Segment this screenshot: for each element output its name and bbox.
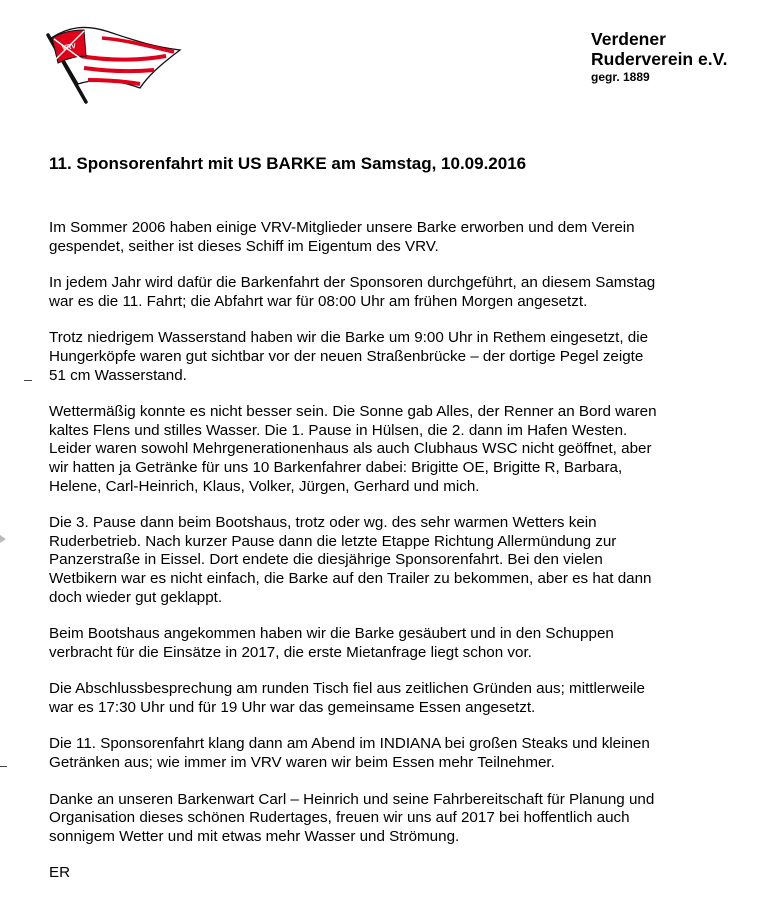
paragraph-line: Wettermäßig konnte es nicht besser sein. Die Sonne gab Alles, der Renner an Bord waren bbox=[49, 403, 657, 421]
paragraph-line: Ruderbetrieb. Nach kurzer Pause dann die letzte Etappe Richtung Allermündung zur bbox=[49, 532, 617, 550]
paragraph-line: Im Sommer 2006 haben einige VRV-Mitglieder unsere Barke erworben und dem Verein bbox=[49, 219, 635, 236]
paragraph bbox=[49, 791, 749, 847]
paragraph bbox=[49, 329, 749, 385]
margin-mark bbox=[0, 766, 7, 767]
document-title: 11. Sponsorenfahrt mit US BARKE am Samstag, 10.09.2016 bbox=[49, 154, 527, 173]
paragraph-line: ER bbox=[49, 864, 71, 882]
paragraph-line: gespendet, seither ist dieses Schiff im Eigentum des VRV. bbox=[49, 237, 439, 255]
document-body bbox=[49, 219, 749, 901]
paragraph bbox=[49, 403, 749, 496]
paragraph-line: verbracht für die Einsätze in 2017, die erste Mietanfrage liegt schon vor. bbox=[49, 643, 532, 661]
paragraph-line: doch wieder gut geklappt. bbox=[49, 588, 223, 606]
paragraph-line: Trotz niedrigem Wasserstand haben wir die Barke um 9:00 Uhr in Rethem eingesetzt, die bbox=[49, 329, 649, 347]
logo-text: VRV bbox=[61, 43, 77, 52]
paragraph-line: Beim Bootshaus angekommen haben wir die Barke gesäubert und in den Schuppen bbox=[49, 625, 614, 643]
club-name-block bbox=[591, 29, 728, 85]
paragraph-line: Wetbikern war es nicht einfach, die Barke auf den Trailer zu bekommen, aber es hat dann bbox=[49, 569, 652, 587]
paragraph-line: kaltes Flens und stilles Wasser. Die 1. Pause in Hülsen, die 2. dann im Hafen Westen. bbox=[49, 421, 628, 439]
club-name-line2: Ruderverein e.V. bbox=[591, 49, 728, 69]
paragraph-line: Getränken aus; wie immer im VRV waren wir beim Essen mehr Teilnehmer. bbox=[49, 754, 555, 772]
club-name-line1: Verdener bbox=[591, 29, 666, 49]
paragraph-line: war es 17:30 Uhr und für 19 Uhr war das gemeinsame Essen angesetzt. bbox=[49, 698, 536, 716]
paragraph bbox=[49, 219, 749, 256]
paragraph-line: wir hatten ja Getränke für uns 10 Barkenfahrer dabei: Brigitte OE, Brigitte R, Barbara, bbox=[49, 458, 623, 476]
paragraph bbox=[49, 735, 749, 772]
paragraph-line: Panzerstraße in Eissel. Dort endete die diesjährige Sponsorenfahrt. Bei den vielen bbox=[49, 551, 603, 569]
paragraph bbox=[49, 514, 749, 607]
vrv-flag-logo bbox=[40, 26, 190, 110]
paragraph bbox=[49, 625, 749, 662]
paragraph bbox=[49, 680, 749, 717]
paragraph-line: sonnigem Wetter und mit etwas mehr Wasser und Strömung. bbox=[49, 827, 460, 845]
paragraph-line: In jedem Jahr wird dafür die Barkenfahrt der Sponsoren durchgeführt, an diesem Samstag bbox=[49, 274, 656, 292]
paragraph-line: Leider waren sowohl Mehrgenerationenhaus als auch Clubhaus WSC nicht geöffnet, aber bbox=[49, 440, 652, 458]
margin-arrow bbox=[0, 535, 6, 543]
paragraph-line: Organisation dieses schönen Rudertages, freuen wir uns auf 2017 bei hoffentlich auch bbox=[49, 809, 630, 827]
paragraph-line: Die 11. Sponsorenfahrt klang dann am Abend im INDIANA bei großen Steaks und kleinen bbox=[49, 735, 650, 753]
paragraph-line: Danke an unseren Barkenwart Carl – Heinrich und seine Fahrbereitschaft für Planung und bbox=[49, 790, 655, 808]
club-founded: gegr. 1889 bbox=[591, 70, 650, 84]
paragraph-line: Die 3. Pause dann beim Bootshaus, trotz oder wg. des sehr warmen Wetters kein bbox=[49, 514, 597, 532]
margin-mark bbox=[24, 380, 32, 381]
paragraph-line: Hungerköpfe waren gut sichtbar vor der neuen Straßenbrücke – der dortige Pegel zeigte bbox=[49, 347, 644, 365]
paragraph-line: war es die 11. Fahrt; die Abfahrt war für 08:00 Uhr am frühen Morgen angesetzt. bbox=[49, 292, 588, 310]
paragraph bbox=[49, 864, 749, 883]
paragraph bbox=[49, 274, 749, 311]
paragraph-line: Die Abschlussbesprechung am runden Tisch fiel aus zeitlichen Gründen aus; mittlerweile bbox=[49, 680, 645, 698]
paragraph-line: Helene, Carl-Heinrich, Klaus, Volker, Jürgen, Gerhard und mich. bbox=[49, 477, 480, 495]
paragraph-line: 51 cm Wasserstand. bbox=[49, 366, 187, 384]
